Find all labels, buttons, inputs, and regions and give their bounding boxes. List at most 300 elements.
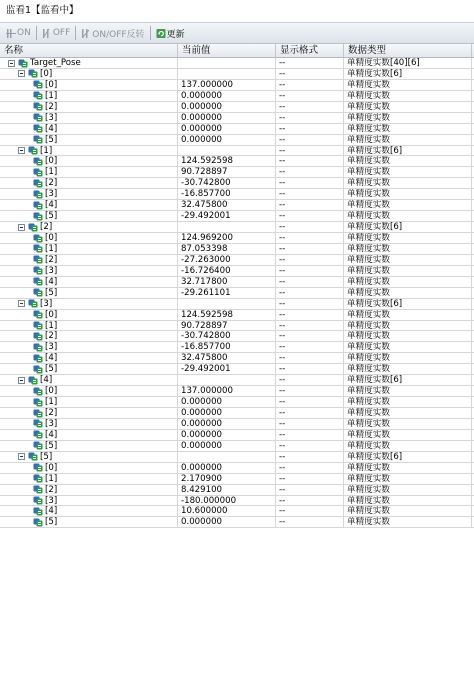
current-value-cell[interactable]: -16.857700 [178,342,276,352]
minus-square-icon[interactable] [18,224,25,231]
name-cell [0,189,178,199]
data-type-cell: 单精度实数 [344,353,472,363]
variable-tag-icon [28,452,38,461]
display-format-cell: -- [276,397,344,407]
display-format-cell: -- [276,430,344,440]
toolbar-separator [150,26,151,40]
name-cell [0,222,178,232]
table-row[interactable] [0,299,474,310]
toggle-on-off-label: ON/OFF反转 [92,29,145,40]
table-row[interactable] [0,419,474,430]
table-row[interactable] [0,58,474,69]
data-type-cell: 单精度实数 [344,113,472,123]
current-value-cell[interactable]: 124.592598 [178,156,276,166]
data-type-cell: 单精度实数 [344,517,472,527]
refresh-icon [156,28,166,39]
data-type-cell: 单精度实数 [344,506,472,516]
table-row[interactable] [0,441,474,452]
data-type-cell: 单精度实数 [344,244,472,254]
table-row[interactable] [0,321,474,332]
name-cell [0,430,178,440]
current-value-cell[interactable]: 0.000000 [178,91,276,101]
name-cell [0,299,178,309]
current-value-cell[interactable]: 0.000000 [178,397,276,407]
name-cell [0,342,178,352]
data-type-cell: 单精度实数[6] [344,375,472,385]
current-value-cell[interactable]: 32.717800 [178,277,276,287]
data-type-cell: 单精度实数 [344,364,472,374]
display-format-cell: -- [276,266,344,276]
toolbar-separator [36,26,37,40]
current-value-cell[interactable]: 0.000000 [178,419,276,429]
current-value-cell[interactable] [178,146,276,156]
data-type-cell: 单精度实数 [344,397,472,407]
table-row[interactable] [0,386,474,397]
variable-name: [0] [45,156,58,167]
variable-name: [4] [45,200,58,211]
variable-tag-icon [33,179,43,188]
window-title: 监看1【监看中】 [0,0,474,22]
table-row[interactable] [0,233,474,244]
variable-tag-icon [33,234,43,243]
variable-tag-icon [18,59,28,68]
variable-tag-icon [33,266,43,275]
name-cell [0,255,178,265]
current-value-cell[interactable] [178,222,276,232]
variable-name: [2] [45,101,58,112]
variable-tag-icon [33,474,43,483]
current-value-cell[interactable] [178,452,276,462]
data-type-cell: 单精度实数 [344,441,472,451]
data-type-cell: 单精度实数 [344,419,472,429]
table-row[interactable] [0,517,474,528]
table-row[interactable] [0,222,474,233]
variable-tag-icon [33,244,43,253]
name-cell [0,156,178,166]
current-value-cell[interactable]: 0.000000 [178,517,276,527]
data-type-cell: 单精度实数 [344,167,472,177]
data-type-cell: 单精度实数 [344,430,472,440]
column-header-value[interactable]: 当前值 [178,44,276,57]
data-type-cell: 单精度实数 [344,321,472,331]
table-row[interactable] [0,452,474,463]
table-row[interactable] [0,178,474,189]
variable-name: [0] [45,233,58,243]
data-type-cell: 单精度实数[6] [344,222,472,232]
variable-name: [5] [45,211,58,222]
variable-tag-icon [33,124,43,133]
data-type-cell: 单精度实数 [344,233,472,243]
data-type-cell: 单精度实数[6] [344,146,472,156]
variable-tag-icon [33,255,43,264]
name-cell [0,146,178,156]
refresh-button-label: 更新 [166,29,185,40]
current-value-cell[interactable]: 87.053398 [178,244,276,254]
variable-name: [1] [45,167,58,178]
variable-name: [0] [45,79,58,90]
variable-tag-icon [33,343,43,352]
display-format-cell: -- [276,200,344,210]
variable-tag-icon [33,277,43,286]
minus-square-icon[interactable] [18,377,25,384]
table-row[interactable] [0,463,474,474]
current-value-cell[interactable]: 137.000000 [178,80,276,90]
name-cell [0,386,178,396]
data-type-cell: 单精度实数 [344,102,472,112]
variable-name: [1] [45,473,58,484]
current-value-cell[interactable]: -29.261101 [178,288,276,298]
table-row[interactable] [0,474,474,485]
display-format-cell: -- [276,178,344,188]
display-format-cell: -- [276,310,344,320]
data-type-cell: 单精度实数 [344,189,472,199]
variable-tag-icon [33,91,43,100]
current-value-cell[interactable] [178,58,276,68]
name-cell [0,266,178,276]
table-row[interactable] [0,342,474,353]
data-type-cell: 单精度实数 [344,342,472,352]
table-row[interactable] [0,485,474,496]
variable-tag-icon [33,80,43,89]
current-value-cell[interactable]: 90.728897 [178,167,276,177]
table-row[interactable] [0,288,474,299]
display-format-cell: -- [276,299,344,309]
display-format-cell: -- [276,211,344,221]
table-row[interactable] [0,156,474,167]
name-cell [0,200,178,210]
table-row[interactable] [0,146,474,157]
variable-name: [0] [40,68,53,79]
variable-tag-icon [33,135,43,144]
variable-name: [5] [45,364,58,375]
current-value-cell[interactable]: 0.000000 [178,441,276,451]
current-value-cell[interactable]: 0.000000 [178,408,276,418]
table-row[interactable] [0,331,474,342]
display-format-cell: -- [276,321,344,331]
table-row[interactable] [0,506,474,517]
variable-name: [5] [45,134,58,145]
display-format-cell: -- [276,146,344,156]
name-cell [0,113,178,123]
current-value-cell[interactable]: 32.475800 [178,353,276,363]
name-cell [0,91,178,101]
current-value-cell[interactable] [178,299,276,309]
current-value-cell[interactable]: 2.170900 [178,474,276,484]
data-type-cell: 单精度实数 [344,408,472,418]
variable-tag-icon [33,354,43,363]
display-format-cell: -- [276,353,344,363]
column-header-format[interactable]: 显示格式 [276,44,344,57]
variable-tag-icon [33,496,43,505]
display-format-cell: -- [276,408,344,418]
data-type-cell: 单精度实数[6] [344,452,472,462]
table-row[interactable] [0,266,474,277]
on-contact-icon [6,28,16,39]
variable-tag-icon [28,376,38,385]
toggle-contact-icon [81,28,91,39]
current-value-cell[interactable]: 124.592598 [178,310,276,320]
data-type-cell: 单精度实数 [344,496,472,506]
display-format-cell: -- [276,506,344,516]
data-type-cell: 单精度实数[6] [344,69,472,79]
name-cell [0,474,178,484]
display-format-cell: -- [276,91,344,101]
variable-name: [5] [45,517,58,528]
variable-tag-icon [33,409,43,418]
minus-square-icon[interactable] [8,60,15,67]
name-cell [0,408,178,418]
name-cell [0,441,178,451]
on-button-label: ON [17,28,31,38]
variable-name: [4] [45,276,58,287]
display-format-cell: -- [276,58,344,68]
table-row[interactable] [0,310,474,321]
table-row[interactable] [0,167,474,178]
name-cell [0,178,178,188]
variable-name: [2] [45,408,58,418]
name-cell [0,353,178,363]
table-row[interactable] [0,375,474,386]
variable-tag-icon [33,518,43,527]
display-format-cell: -- [276,156,344,166]
table-row[interactable] [0,200,474,211]
toggle-on-off-button[interactable] [78,24,147,42]
data-type-cell: 单精度实数 [344,463,472,473]
name-cell [0,463,178,473]
variable-tag-icon [33,201,43,210]
table-row[interactable] [0,364,474,375]
current-value-cell[interactable]: -29.492001 [178,364,276,374]
variable-tag-icon [33,310,43,319]
display-format-cell: -- [276,463,344,473]
name-cell [0,321,178,331]
display-format-cell: -- [276,441,344,451]
minus-square-icon[interactable] [18,70,25,77]
table-row[interactable] [0,255,474,266]
table-row[interactable] [0,277,474,288]
display-format-cell: -- [276,375,344,385]
current-value-cell[interactable]: -16.857700 [178,189,276,199]
variable-tag-icon [33,398,43,407]
data-type-cell: 单精度实数 [344,200,472,210]
current-value-cell[interactable]: 124.969200 [178,233,276,243]
table-row[interactable] [0,430,474,441]
variable-tag-icon [28,299,38,308]
current-value-cell[interactable]: 137.000000 [178,386,276,396]
data-type-cell: 单精度实数[40][6] [344,58,472,68]
variable-name: [2] [45,331,58,342]
name-cell [0,80,178,90]
variable-tag-icon [33,190,43,199]
current-value-cell[interactable]: 0.000000 [178,135,276,145]
data-type-cell: 单精度实数 [344,156,472,166]
current-value-cell[interactable]: 10.600000 [178,506,276,516]
name-cell [0,244,178,254]
variable-name: [4] [45,123,58,134]
name-cell [0,58,178,68]
table-row[interactable] [0,244,474,255]
display-format-cell: -- [276,452,344,462]
table-row[interactable] [0,135,474,146]
variable-name: [5] [40,451,53,462]
display-format-cell: -- [276,244,344,254]
data-type-cell: 单精度实数 [344,331,472,341]
current-value-cell[interactable]: -30.742800 [178,331,276,341]
variable-tag-icon [28,146,38,155]
display-format-cell: -- [276,277,344,287]
current-value-cell[interactable]: 0.000000 [178,430,276,440]
table-row[interactable] [0,91,474,102]
name-cell [0,496,178,506]
toolbar [0,22,474,44]
variable-name: [3] [45,112,58,123]
variable-tag-icon [33,485,43,494]
on-button[interactable] [3,24,34,42]
current-value-cell[interactable] [178,69,276,79]
variable-name: [1] [40,145,53,156]
variable-tag-icon [33,321,43,330]
current-value-cell[interactable]: -16.726400 [178,266,276,276]
table-row[interactable] [0,124,474,135]
data-type-cell: 单精度实数 [344,310,472,320]
variable-name: [0] [45,386,58,397]
current-value-cell[interactable]: 0.000000 [178,113,276,123]
variable-name: [4] [45,506,58,517]
variable-tag-icon [33,102,43,111]
minus-square-icon[interactable] [18,147,25,154]
variable-tag-icon [28,69,38,78]
current-value-cell[interactable]: 0.000000 [178,124,276,134]
variable-tag-icon [33,419,43,428]
table-row[interactable] [0,397,474,408]
variable-tag-icon [33,168,43,177]
variable-tag-icon [33,113,43,122]
variable-tag-icon [33,463,43,472]
name-cell [0,419,178,429]
name-cell [0,506,178,516]
current-value-cell[interactable]: 0.000000 [178,102,276,112]
name-cell [0,135,178,145]
display-format-cell: -- [276,342,344,352]
current-value-cell[interactable]: -30.742800 [178,178,276,188]
variable-tag-icon [33,430,43,439]
variable-tag-icon [33,387,43,396]
display-format-cell: -- [276,80,344,90]
variable-name: [1] [45,397,58,408]
toolbar-separator [75,26,76,40]
name-cell [0,102,178,112]
data-type-cell: 单精度实数 [344,255,472,265]
variable-name: [2] [45,484,58,495]
data-type-cell: 单精度实数 [344,91,472,101]
table-row[interactable] [0,69,474,80]
refresh-button[interactable] [153,24,188,42]
column-header [0,44,474,58]
column-header-name[interactable]: 名称 [0,44,178,57]
table-row[interactable] [0,80,474,91]
name-cell [0,452,178,462]
current-value-cell[interactable]: 0.000000 [178,463,276,473]
variable-name: [3] [45,418,58,429]
current-value-cell[interactable] [178,375,276,385]
variable-tag-icon [33,212,43,221]
table-row[interactable] [0,189,474,200]
variable-tag-icon [33,441,43,450]
table-row[interactable] [0,211,474,222]
name-cell [0,485,178,495]
variable-name: [1] [45,90,58,101]
off-button-label: OFF [52,28,71,38]
display-format-cell: -- [276,69,344,79]
display-format-cell: -- [276,255,344,265]
variable-name: [5] [45,287,58,298]
variable-tag-icon [33,507,43,516]
variable-tag-icon [33,157,43,166]
display-format-cell: -- [276,102,344,112]
current-value-cell[interactable]: -29.492001 [178,211,276,221]
display-format-cell: -- [276,364,344,374]
column-header-type[interactable]: 数据类型 [344,44,472,57]
display-format-cell: -- [276,288,344,298]
variable-name: [2] [45,254,58,265]
display-format-cell: -- [276,222,344,232]
name-cell [0,331,178,341]
variable-name: [3] [45,189,58,200]
name-cell [0,310,178,320]
display-format-cell: -- [276,496,344,506]
display-format-cell: -- [276,517,344,527]
current-value-cell[interactable]: 90.728897 [178,321,276,331]
off-button[interactable] [39,24,73,42]
table-row[interactable] [0,353,474,364]
name-cell [0,277,178,287]
minus-square-icon[interactable] [18,453,25,460]
variable-tag-icon [33,332,43,341]
variable-name: Target_Pose [30,58,81,68]
current-value-cell[interactable]: 32.475800 [178,200,276,210]
table-row[interactable] [0,496,474,507]
display-format-cell: -- [276,167,344,177]
display-format-cell: -- [276,419,344,429]
data-type-cell: 单精度实数 [344,178,472,188]
data-type-cell: 单精度实数[6] [344,299,472,309]
current-value-cell[interactable]: -27.263000 [178,255,276,265]
minus-square-icon[interactable] [18,300,25,307]
name-cell [0,288,178,298]
name-cell [0,124,178,134]
current-value-cell[interactable]: -180.000000 [178,496,276,506]
display-format-cell: -- [276,189,344,199]
data-type-cell: 单精度实数 [344,135,472,145]
data-type-cell: 单精度实数 [344,211,472,221]
data-type-cell: 单精度实数 [344,386,472,396]
display-format-cell: -- [276,233,344,243]
display-format-cell: -- [276,485,344,495]
variable-tag-icon [33,288,43,297]
name-cell [0,69,178,79]
variable-name: [0] [45,462,58,473]
variable-name: [4] [45,353,58,364]
table-row[interactable] [0,102,474,113]
variable-name: [5] [45,440,58,451]
display-format-cell: -- [276,113,344,123]
current-value-cell[interactable]: 8.429100 [178,485,276,495]
name-cell [0,167,178,177]
variable-name: [1] [45,320,58,331]
table-row[interactable] [0,113,474,124]
name-cell [0,211,178,221]
table-row[interactable] [0,408,474,419]
